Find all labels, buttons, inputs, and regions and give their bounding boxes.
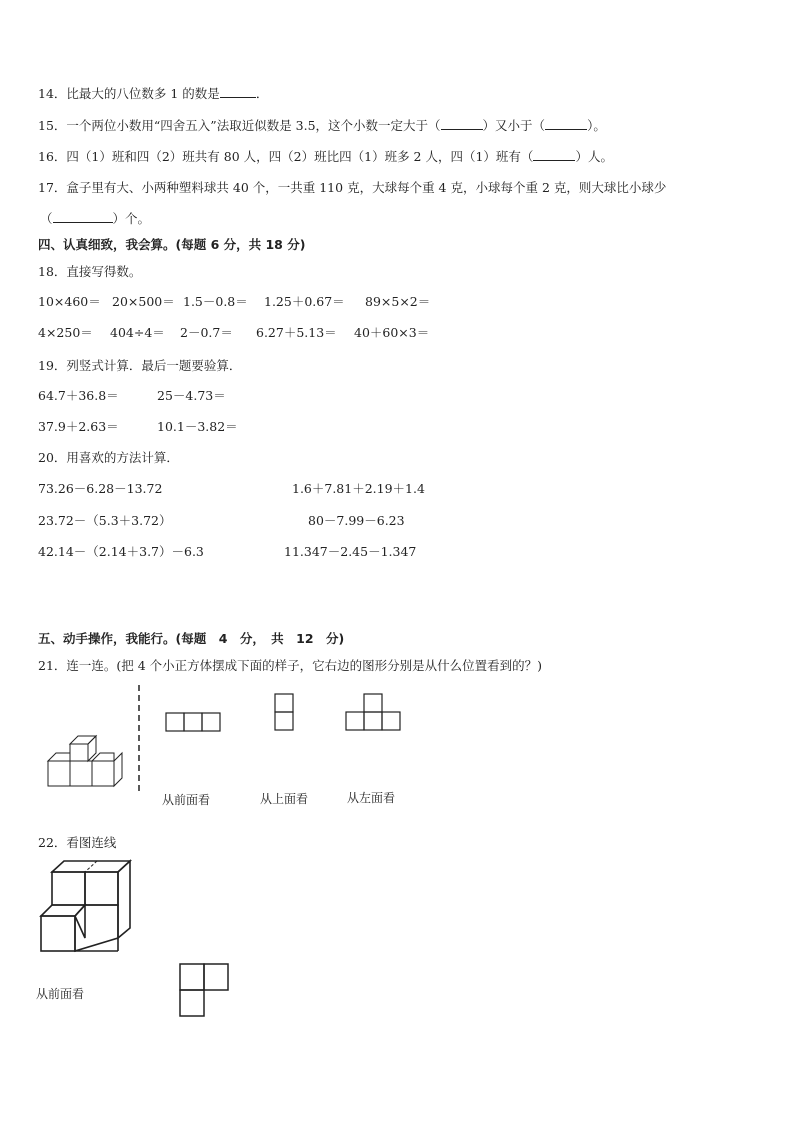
question-18-title: 18．直接写得数。: [38, 264, 142, 279]
q19-item: 25－4.73＝: [157, 388, 226, 403]
question-17: 17．盒子里有大、小两种塑料球共 40 个，一共重 110 克，大球每个重 4 克，小球每个重 2 克，则大球比小球少: [38, 180, 667, 195]
answer-blank[interactable]: [441, 117, 483, 130]
q20-item: 23.72－（5.3＋3.72）: [38, 513, 172, 528]
question-14: 14．比最大的八位数多 1 的数是 ．: [38, 86, 269, 101]
q18-item: 1.25＋0.67＝: [264, 294, 345, 309]
cube-stack-figure: [44, 730, 134, 800]
view-option-3[interactable]: [345, 693, 405, 735]
q19-item: 64.7＋36.8＝: [38, 388, 119, 403]
view-label-top: 从上面看: [260, 792, 309, 806]
question-19-title: 19．列竖式计算．最后一题要验算．: [38, 358, 242, 373]
q20-item: 42.14－（2.14＋3.7）－6.3: [38, 544, 204, 559]
answer-blank[interactable]: [545, 117, 587, 130]
q18-item: 89×5×2＝: [365, 294, 431, 309]
view-option-2[interactable]: [274, 693, 298, 735]
q22-view-label-front: 从前面看: [36, 987, 85, 1001]
question-22-title: 22．看图连线: [38, 835, 117, 850]
q19-item: 10.1－3.82＝: [157, 419, 238, 434]
q18-item: 6.27＋5.13＝: [256, 325, 337, 340]
q22-view-option[interactable]: [179, 963, 231, 1019]
q18-item: 10×460＝: [38, 294, 101, 309]
answer-blank[interactable]: [220, 85, 256, 98]
q18-item: 2－0.7＝: [180, 325, 233, 340]
view-option-1[interactable]: [165, 712, 225, 734]
view-label-front: 从前面看: [162, 793, 211, 807]
block-3d-figure: [40, 858, 140, 958]
q18-item: 404÷4＝: [110, 325, 165, 340]
section-5-title: 五、动手操作，我能行。(每题 4 分， 共 12 分): [38, 631, 345, 646]
q18-item: 20×500＝: [112, 294, 175, 309]
q20-item: 1.6＋7.81＋2.19＋1.4: [292, 481, 425, 496]
q18-item: 4×250＝: [38, 325, 93, 340]
section-4-title: 四、认真细致，我会算。(每题 6 分，共 18 分): [38, 237, 306, 252]
q20-item: 73.26－6.28－13.72: [38, 481, 163, 496]
q18-item: 1.5－0.8＝: [183, 294, 248, 309]
question-15: 15．一个两位小数用“四舍五入”法取近似数是 3.5，这个小数一定大于（ ）又小于（ ）。: [38, 118, 606, 133]
q19-item: 37.9＋2.63＝: [38, 419, 119, 434]
q20-item: 11.347－2.45－1.347: [284, 544, 417, 559]
question-16: 16．四（1）班和四（2）班共有 80 人，四（2）班比四（1）班多 2 人，四（1）班有（ ）人。: [38, 149, 613, 164]
q18-item: 40＋60×3＝: [354, 325, 430, 340]
view-label-left: 从左面看: [347, 791, 396, 805]
q20-item: 80－7.99－6.23: [308, 513, 405, 528]
question-17-line2: （ ）个。: [40, 211, 151, 226]
question-20-title: 20．用喜欢的方法计算．: [38, 450, 179, 465]
answer-blank[interactable]: [533, 148, 575, 161]
answer-blank[interactable]: [53, 210, 113, 223]
question-21-title: 21．连一连。(把 4 个小正方体摆成下面的样子，它右边的图形分别是从什么位置看到的？): [38, 658, 543, 673]
dashed-divider: [137, 685, 141, 795]
